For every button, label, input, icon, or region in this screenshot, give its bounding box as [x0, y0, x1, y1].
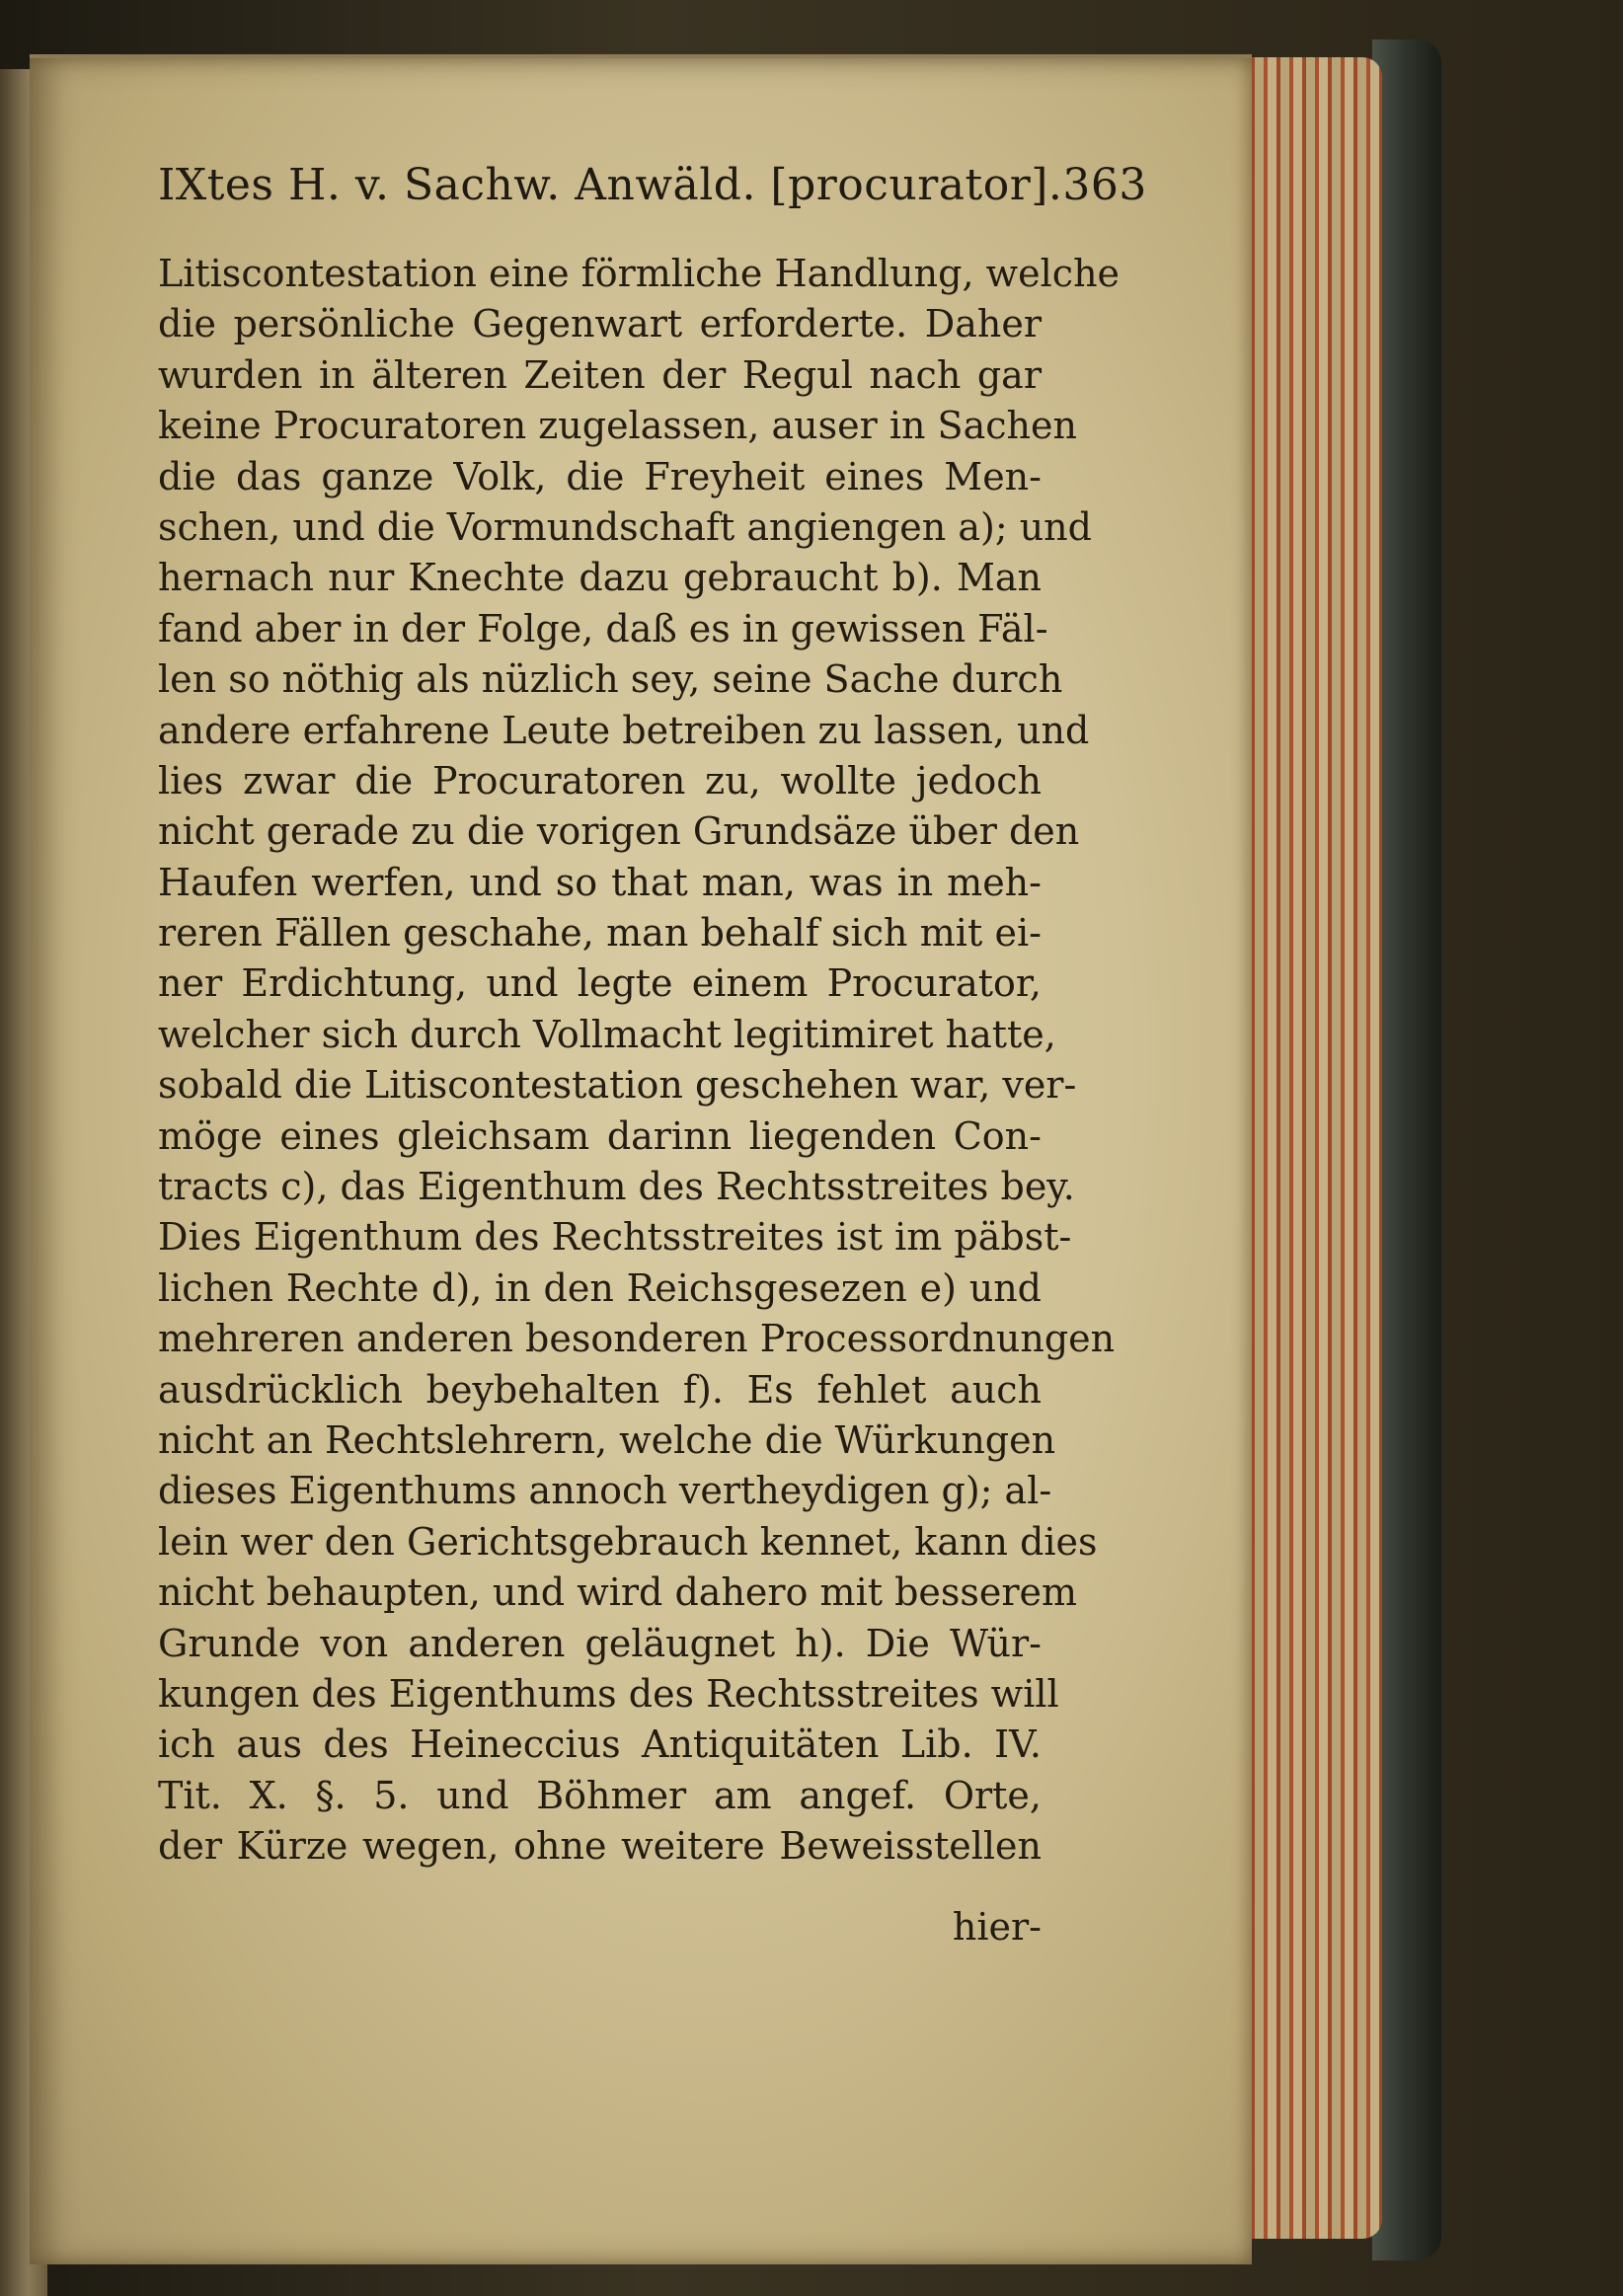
text-line: mehreren anderen besonderen Processordnungen	[158, 1317, 1116, 1361]
text-line: Grunde von anderen geläugnet h). Die Wür-	[158, 1621, 1042, 1665]
text-line: nicht behaupten, und wird dahero mit besserem	[158, 1570, 1078, 1615]
text-line: lein wer den Gerichtsgebrauch kennet, kann dies	[158, 1519, 1098, 1564]
text-line: tracts c), das Eigenthum des Rechtsstreites bey.	[158, 1165, 1075, 1209]
text-line: fand aber in der Folge, daß es in gewissen Fäl-	[158, 606, 1048, 651]
page-number: 363	[1062, 160, 1147, 210]
text-line: nicht an Rechtslehrern, welche die Würkungen	[158, 1417, 1056, 1462]
text-line: ausdrücklich beybehalten f). Es fehlet auch	[158, 1367, 1042, 1412]
header-title: IXtes H. v. Sachw. Anwäld. [procurator].	[158, 160, 1063, 210]
text-line: dieses Eigenthums annoch vertheydigen g); al-	[158, 1469, 1052, 1513]
text-line: hernach nur Knechte dazu gebraucht b). Man	[158, 556, 1042, 600]
text-line: die persönliche Gegenwart erforderte. Daher	[158, 302, 1042, 346]
text-line: der Kürze wegen, ohne weitere Beweisstellen	[158, 1824, 1042, 1869]
text-line: Litiscontestation eine förmliche Handlung, welche	[158, 252, 1121, 295]
catchword: hier-	[952, 1905, 1042, 1949]
running-header	[158, 160, 1147, 210]
body-text	[158, 249, 1121, 1873]
text-line: wurden in älteren Zeiten der Regul nach gar	[158, 352, 1042, 397]
text-line: die das ganze Volk, die Freyheit eines Men-	[158, 454, 1042, 498]
text-line: möge eines gleichsam darinn liegenden Con-	[158, 1113, 1042, 1158]
text-line: lichen Rechte d), in den Reichsgesezen e) und	[158, 1265, 1042, 1310]
page-edges	[1229, 57, 1382, 2239]
text-line: ich aus des Heineccius Antiquitäten Lib. IV.	[158, 1722, 1042, 1767]
text-line: nicht gerade zu die vorigen Grundsäze über den	[158, 809, 1080, 854]
text-line: welcher sich durch Vollmacht legitimiret hatte,	[158, 1012, 1056, 1056]
text-line: schen, und die Vormundschaft angiengen a); und	[158, 504, 1092, 549]
text-line: keine Procuratoren zugelassen, auser in Sachen	[158, 404, 1077, 448]
text-line: Dies Eigenthum des Rechtsstreites ist im päbst-	[158, 1215, 1072, 1260]
text-line: Haufen werfen, und so that man, was in meh-	[158, 860, 1042, 904]
text-line: ner Erdichtung, und legte einem Procurator,	[158, 961, 1042, 1006]
text-line: sobald die Litiscontestation geschehen war, ver-	[158, 1063, 1077, 1108]
book-cover-edge	[1372, 39, 1441, 2260]
text-line: Tit. X. §. 5. und Böhmer am angef. Orte,	[158, 1773, 1042, 1817]
text-line: andere erfahrene Leute betreiben zu lassen, und	[158, 708, 1090, 752]
text-line: reren Fällen geschahe, man behalf sich mit ei-	[158, 911, 1042, 956]
text-line: len so nöthig als nüzlich sey, seine Sache durch	[158, 657, 1063, 702]
text-line: kungen des Eigenthums des Rechtsstreites will	[158, 1671, 1059, 1716]
text-line: lies zwar die Procuratoren zu, wollte jedoch	[158, 758, 1042, 803]
